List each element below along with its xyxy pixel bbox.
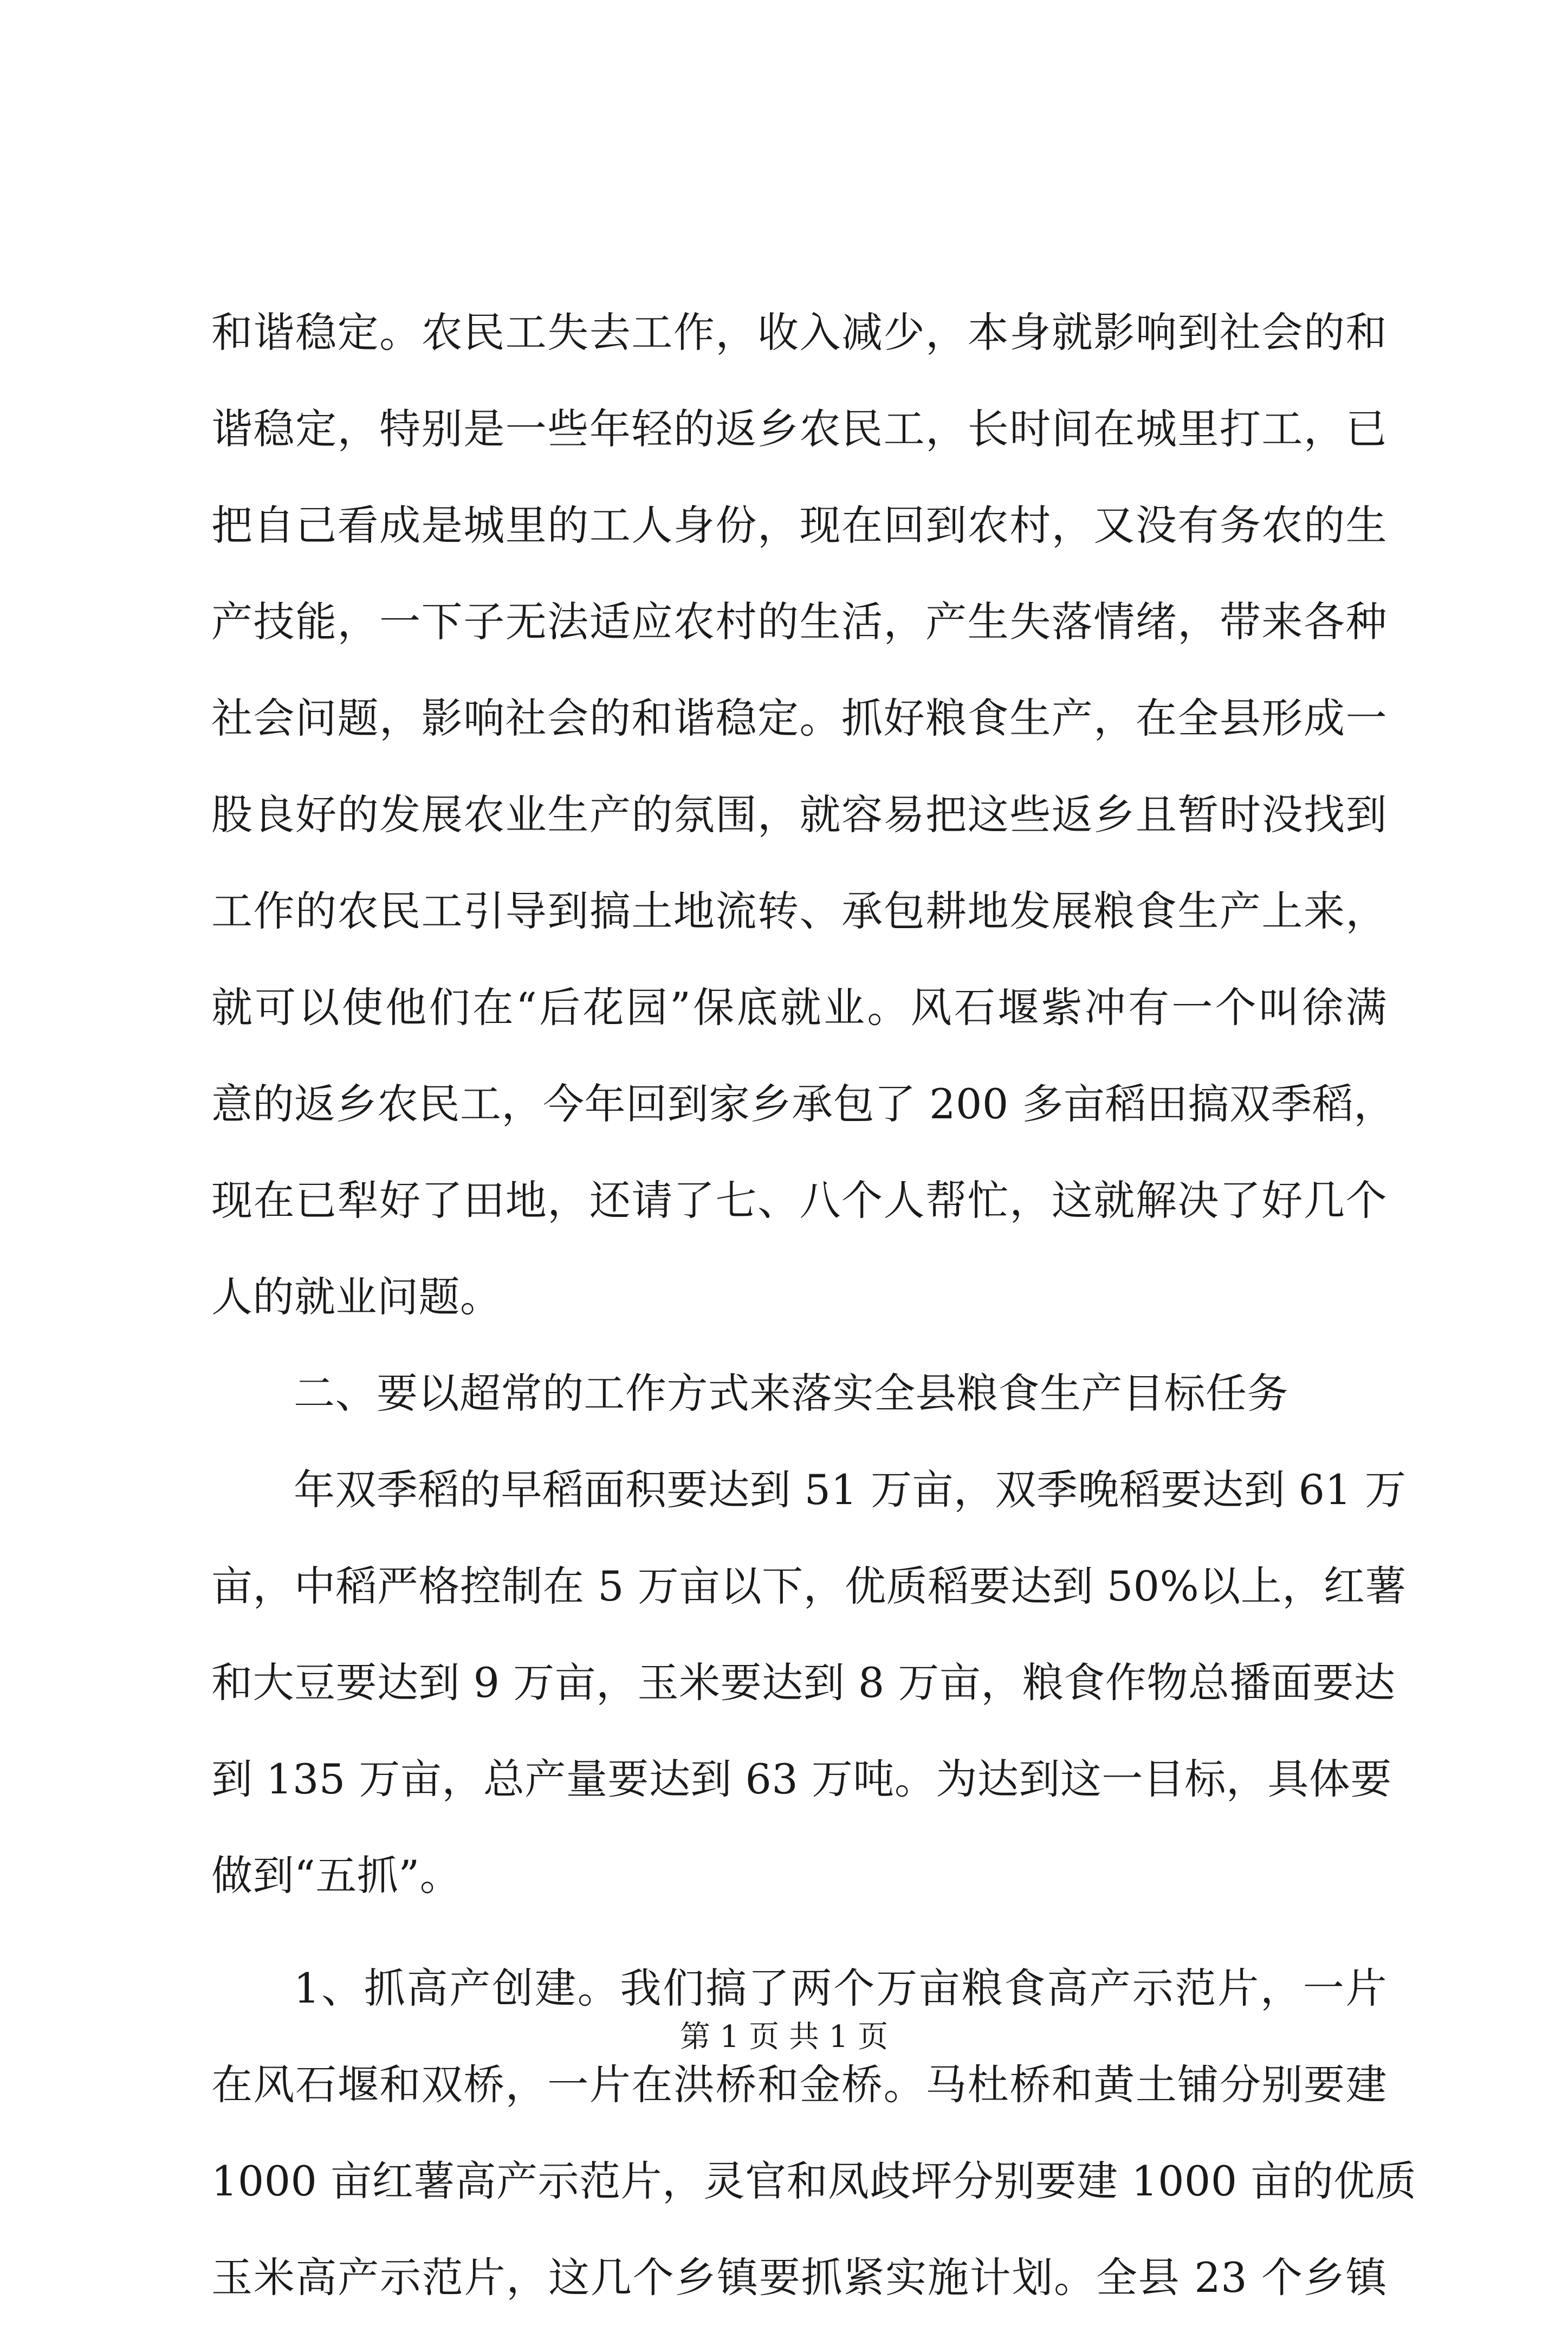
text-line: 股良好的发展农业生产的氛围，就容易把这些返乡且暂时没找到 (211, 791, 1387, 839)
text-line: 工作的农民工引导到搞土地流转、承包耕地发展粮食生产上来， (211, 887, 1387, 935)
text-line: 谐稳定，特别是一些年轻的返乡农民工，长时间在城里打工，已 (211, 405, 1387, 453)
text-line: 人的就业问题。 (211, 1273, 502, 1321)
page-footer (0, 2016, 1568, 2059)
page-number: 第 1 页 共 1 页 (679, 2019, 889, 2055)
text-line: 二、要以超常的工作方式来落实全县粮食生产目标任务 (294, 1369, 1288, 1417)
paragraph (211, 284, 1395, 1345)
text-line: 1、抓高产创建。我们搞了两个万亩粮食高产示范片，一片 (294, 1964, 1387, 2012)
text-line: 做到“五抓”。 (211, 1851, 462, 1900)
paragraph (211, 1940, 1417, 2326)
text-line: 到 135 万亩，总产量要达到 63 万吨。为达到这一目标，具体要 (211, 1755, 1392, 1803)
text-line: 社会问题，影响社会的和谐稳定。抓好粮食生产，在全县形成一 (211, 694, 1387, 742)
text-line: 年双季稻的早稻面积要达到 51 万亩，双季晚稻要达到 61 万 (294, 1466, 1407, 1514)
text-line: 把自己看成是城里的工人身份，现在回到农村，又没有务农的生 (211, 501, 1387, 549)
text-line: 和大豆要达到 9 万亩，玉米要达到 8 万亩，粮食作物总播面要达 (211, 1658, 1396, 1707)
section-heading (211, 1345, 1387, 1442)
text-line: 现在已犁好了田地，还请了七、八个人帮忙，这就解决了好几个 (211, 1176, 1387, 1224)
text-line: 产技能，一下子无法适应农村的生活，产生失落情绪，带来各种 (211, 598, 1387, 646)
text-line: 意的返乡农民工，今年回到家乡承包了 200 多亩稻田搞双季稻， (211, 1080, 1395, 1128)
text-line: 在风石堰和双桥，一片在洪桥和金桥。马杜桥和黄土铺分别要建 (211, 2061, 1387, 2109)
text-line: 1000 亩红薯高产示范片，灵官和凤歧坪分别要建 1000 亩的优质 (211, 2157, 1417, 2205)
paragraph-gap (211, 1924, 1387, 1940)
text-line: 玉米高产示范片，这几个乡镇要抓紧实施计划。全县 23 个乡镇 (211, 2253, 1387, 2302)
text-line: 亩，中稻严格控制在 5 万亩以下，优质稻要达到 50%以上，红薯 (211, 1562, 1407, 1610)
paragraph (211, 1442, 1407, 1924)
text-line: 和谐稳定。农民工失去工作，收入减少，本身就影响到社会的和 (211, 308, 1387, 357)
text-line: 就可以使他们在“后花园”保底就业。风石堰紫冲有一个叫徐满 (211, 983, 1387, 1032)
